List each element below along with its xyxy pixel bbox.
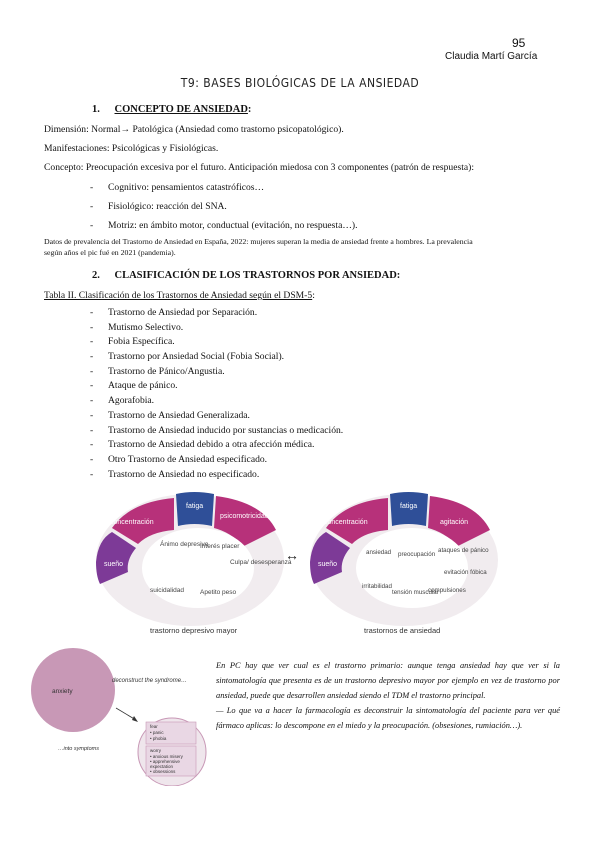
fear-line: • panic [150, 730, 164, 735]
section1-colon: : [247, 104, 252, 115]
component-item: - Fisiológico: reacción del SNA. [108, 197, 358, 216]
manifestaciones-line: Manifestaciones: Psicológicas y Fisiológicas. [44, 143, 219, 154]
left-caption: trastorno depresivo mayor [150, 626, 238, 635]
left-outer-label: fatiga [186, 503, 204, 510]
note-paragraph-1: En PC hay que ver cual es el trastorno primario: aunque tenga ansiedad hay que ver si la sintomatología que presenta es de un trastorno depresivo mayor por ejemplo en vez de trastorno por ansiedad, puede que desarrollen ansiedad siendo el TDM el trastorno principal. [216, 661, 560, 700]
left-inner-label: Interés placer [200, 543, 240, 550]
right-inner-label: tensión muscular [392, 589, 439, 596]
concepto-line: Concepto: Preocupación excesiva por el futuro. Anticipación miedosa con 3 componentes (patrón de respuesta): [44, 162, 474, 173]
worry-line: • anxious misery [150, 754, 183, 759]
table-caption-colon: : [312, 290, 315, 301]
deconstruction-figure [28, 648, 218, 786]
disorder-item: - Fobia Específica. [108, 335, 343, 350]
right-inner-label: evitación fóbica [444, 569, 487, 576]
deconstruct-label: deconstruct the syndrome… [112, 678, 188, 684]
double-arrow-icon: ↔ [285, 547, 299, 563]
table-caption-text: Tabla II. Clasificación de los Trastornos de Ansiedad según el DSM-5 [44, 290, 313, 301]
prevalence-line-2: según años el pic fué en 2021 (pandemia). [44, 248, 176, 257]
left-inner-label: Apetito peso [200, 589, 237, 596]
section1-heading [92, 104, 251, 115]
section2-title: CLASIFICACIÓN DE LOS TRASTORNOS POR ANSIEDAD: [114, 270, 401, 281]
right-inner-circle [356, 528, 468, 608]
anxiety-circle [31, 648, 115, 732]
left-outer-label: sueño [104, 561, 124, 568]
worry-line: • obsessions [150, 769, 176, 774]
disorder-item: - Ataque de pánico. [108, 379, 343, 394]
worry-line: • apprehensive [150, 759, 180, 764]
disorder-item: - Mutismo Selectivo. [108, 321, 343, 336]
right-outer-label: sueño [318, 561, 338, 568]
left-outer-label: psicomotricidad [220, 513, 269, 520]
right-inner-label: irritabilidad [362, 583, 392, 590]
anxiety-diagram [310, 492, 498, 635]
right-inner-label: compulsiones [428, 587, 466, 594]
disorder-item: - Trastorno de Pánico/Angustia. [108, 365, 343, 380]
right-caption: trastornos de ansiedad [364, 626, 441, 635]
worry-line: expectation [150, 764, 174, 769]
section1-number: 1. [92, 104, 100, 115]
right-outer-label: fatiga [400, 503, 418, 510]
right-inner-label: ansiedad [366, 549, 392, 556]
notes-block [216, 658, 560, 733]
section1-title: CONCEPTO DE ANSIEDAD [114, 104, 248, 115]
disorder-item: - Trastorno de Ansiedad no especificado. [108, 468, 343, 483]
disorder-item: - Trastorno de Ansiedad inducido por sustancias o medicación. [108, 424, 343, 439]
prevalence-line-1: Datos de prevalencia del Trastorno de Ansiedad en España, 2022: mujeres superan la media de ansiedad frente a hombres. La prevalencia [44, 237, 473, 246]
right-inner-label: ataques de pánico [438, 547, 489, 554]
arrow-head-icon [132, 716, 138, 722]
prevalence-note [44, 236, 564, 258]
depression-diagram [96, 492, 292, 635]
disorders-list [108, 306, 343, 482]
disorder-item: - Otro Trastorno de Ansiedad especificado. [108, 453, 343, 468]
right-outer-label: agitación [440, 519, 469, 526]
left-inner-label: Ánimo depresivo [160, 541, 209, 548]
left-inner-label: Culpa/ desesperanza [230, 559, 292, 566]
section2-heading [92, 270, 400, 281]
page-title: T9: BASES BIOLÓGICAS DE LA ANSIEDAD [180, 76, 420, 90]
section2-number: 2. [92, 270, 100, 281]
left-inner-circle [142, 528, 254, 608]
right-inner-label: preocupación [398, 551, 436, 558]
fear-line: fear [150, 724, 158, 729]
component-item: - Motriz: en ámbito motor, conductual (evitación, no respuesta…). [108, 216, 358, 235]
author-name: Claudia Martí García [445, 51, 538, 62]
dimension-line: Dimensión: Normal→ Patológica (Ansiedad como trastorno psicopatológico). [44, 124, 344, 135]
anxiety-label: anxiety [52, 688, 73, 695]
disorder-item: - Agorafobia. [108, 394, 343, 409]
page-number: 95 [512, 36, 526, 50]
symptom-comparison-figure [90, 488, 510, 638]
left-outer-label: concentración [110, 519, 154, 526]
into-symptoms-label: …into symptoms [58, 746, 99, 752]
fear-line: • phobia [150, 736, 167, 741]
disorder-item: - Trastorno por Ansiedad Social (Fobia Social). [108, 350, 343, 365]
disorder-item: - Trastorno de Ansiedad por Separación. [108, 306, 343, 321]
note-paragraph-2: — Lo que va a hacer la farmacología es deconstruir la sintomatología del paciente para ver qué fármaco aplicas: lo descompone en el miedo y la preocupación. (obsesiones, rumiación…). [216, 706, 560, 730]
component-item: - Cognitivo: pensamientos catastróficos… [108, 178, 358, 197]
worry-line: worry [150, 748, 161, 753]
table-caption [44, 290, 315, 302]
disorder-item: - Trastorno de Ansiedad debido a otra afección médica. [108, 438, 343, 453]
components-list [108, 178, 358, 235]
disorder-item: - Trastorno de Ansiedad Generalizada. [108, 409, 343, 424]
left-inner-label: suicidalidad [150, 587, 184, 594]
right-outer-label: concentración [324, 519, 368, 526]
